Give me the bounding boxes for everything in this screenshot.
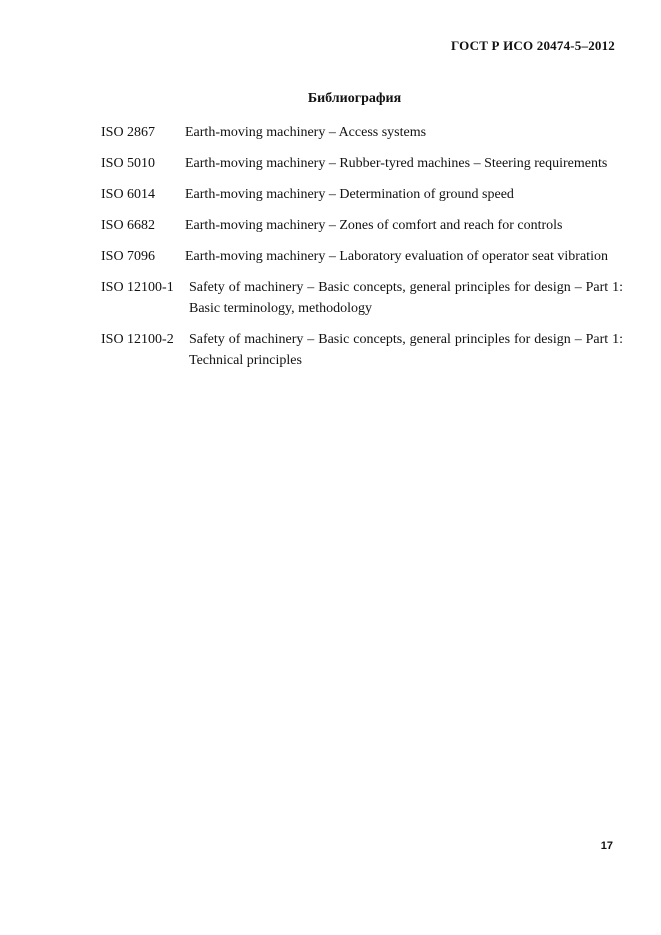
reference-title: Earth-moving machinery – Access systems [185,125,427,140]
bibliography-item [101,246,623,267]
reference-title: Safety of machinery – Basic concepts, general principles for design – Part 1: Technical principles [189,332,623,368]
reference-code: ISO 12100-1 [101,280,174,295]
reference-code: ISO 2867 [101,125,156,140]
reference-title: Earth-moving machinery – Zones of comfort and reach for controls [185,218,563,233]
bibliography-item [101,329,623,371]
bibliography-item [101,122,623,143]
page-number: 17 [600,840,613,852]
reference-title: Earth-moving machinery – Rubber-tyred machines – Steering requirements [185,156,608,171]
reference-title: Safety of machinery – Basic concepts, general principles for design – Part 1: Basic terminology, methodology [189,280,623,316]
bibliography-item [101,153,623,174]
reference-code: ISO 6014 [101,187,156,202]
document-code: ГОСТ Р ИСО 20474-5–2012 [450,38,615,53]
page-title: Библиография [307,91,402,106]
reference-code: ISO 6682 [101,218,156,233]
reference-title: Earth-moving machinery – Laboratory evaluation of operator seat vibration [185,249,608,264]
bibliography-item [101,277,623,319]
reference-code: ISO 5010 [101,156,156,171]
reference-code: ISO 12100-2 [101,332,174,347]
bibliography-item [101,215,623,236]
reference-code: ISO 7096 [101,249,156,264]
bibliography-list [101,122,623,381]
bibliography-item [101,184,623,205]
reference-title: Earth-moving machinery – Determination of ground speed [185,187,514,202]
